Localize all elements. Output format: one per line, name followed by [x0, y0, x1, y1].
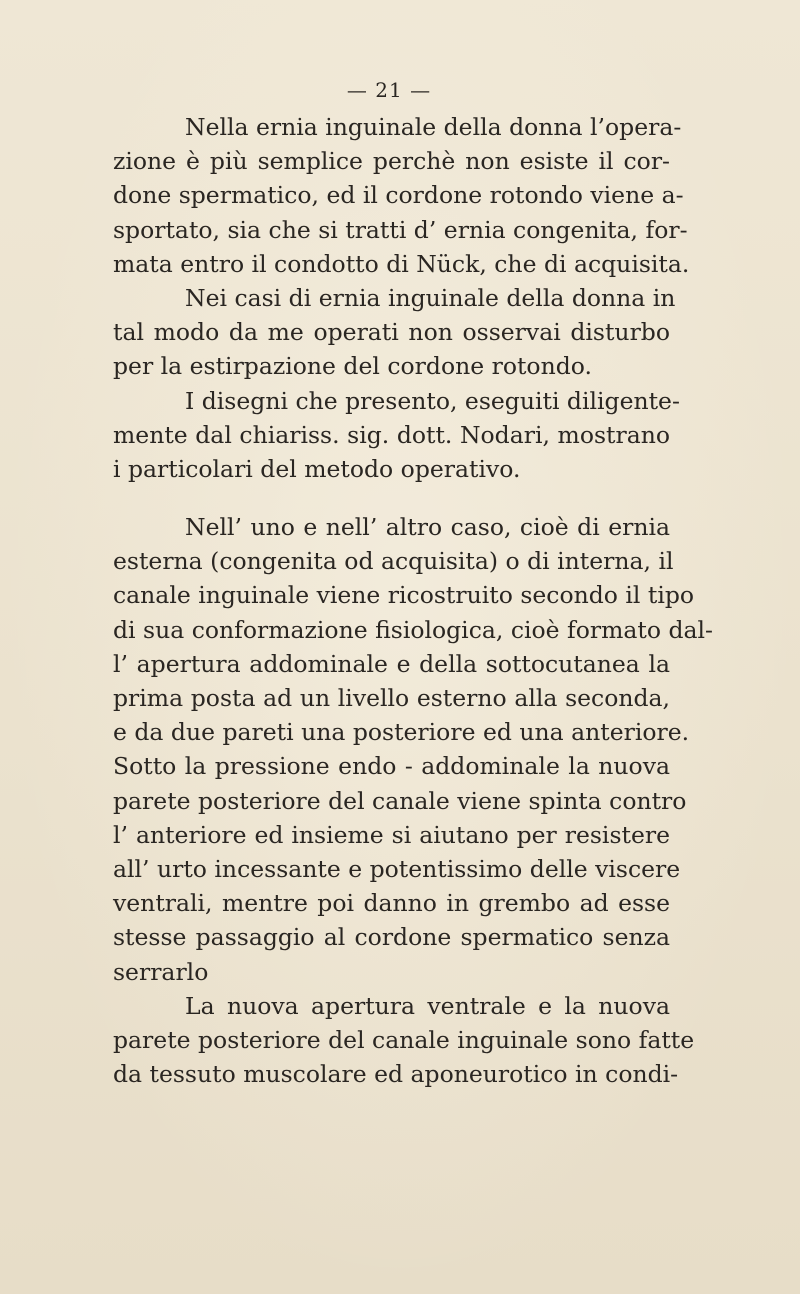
- text-line: di sua conformazione fisiologica, cioè formato dal-: [113, 615, 713, 644]
- text-section-lower: [113, 510, 713, 1091]
- text-line: Nei casi di ernia inguinale della donna in: [185, 284, 676, 313]
- paragraph-1: [113, 110, 690, 281]
- text-line: mente dal chiariss. sig. dott. Nodari, mostrano: [113, 420, 670, 449]
- text-line: parete posteriore del canale inguinale sono fatte: [113, 1026, 695, 1055]
- text-line: i particolari del metodo operativo.: [113, 455, 521, 484]
- paragraph-3: [113, 384, 680, 487]
- text-line: Nella ernia inguinale della donna l’opera-: [185, 113, 682, 141]
- page-number: — 21 —: [346, 78, 432, 102]
- text-line: serrarlo: [113, 957, 209, 986]
- text-line: tal modo da me operati non osservai disturbo: [113, 318, 670, 347]
- text-section-upper: [113, 110, 690, 486]
- text-line: I disegni che presento, eseguiti diligente-: [185, 386, 680, 415]
- text-line: e da due pareti una posteriore ed una anteriore.: [113, 718, 690, 747]
- text-line: per la estirpazione del cordone rotondo.: [113, 352, 592, 381]
- text-line: ventrali, mentre poi danno in grembo ad esse: [113, 889, 670, 918]
- text-line: esterna (congenita od acquisita) o di interna, il: [113, 547, 674, 576]
- text-line: Sotto la pressione endo - addominale la nuova: [113, 752, 670, 781]
- text-line: stesse passaggio al cordone spermatico senza: [113, 923, 670, 952]
- text-line: sportato, sia che si tratti d’ ernia congenita, for-: [113, 215, 688, 244]
- paragraph-4: [113, 510, 713, 989]
- text-line: canale inguinale viene ricostruito secondo il tipo: [113, 581, 695, 610]
- paragraph-5: [113, 989, 695, 1092]
- text-line: da tessuto muscolare ed aponeurotico in condi-: [113, 1060, 679, 1089]
- text-line: mata entro il condotto di Nück, che di acquisita.: [113, 249, 690, 278]
- text-line: all’ urto incessante e potentissimo delle viscere: [113, 855, 681, 884]
- text-line: Nell’ uno e nell’ altro caso, cioè di ernia: [185, 513, 670, 541]
- text-line: l’ anteriore ed insieme si aiutano per resistere: [113, 820, 670, 849]
- text-line: l’ apertura addominale e della sottocutanea la: [113, 649, 670, 678]
- text-line: parete posteriore del canale viene spinta contro: [113, 786, 687, 815]
- paragraph-2: [113, 281, 676, 384]
- text-line: zione è più semplice perchè non esiste il cor-: [113, 147, 670, 176]
- text-line: done spermatico, ed il cordone rotondo viene a-: [113, 181, 684, 210]
- text-line: prima posta ad un livello esterno alla seconda,: [113, 684, 670, 713]
- text-line: La nuova apertura ventrale e la nuova: [185, 991, 670, 1020]
